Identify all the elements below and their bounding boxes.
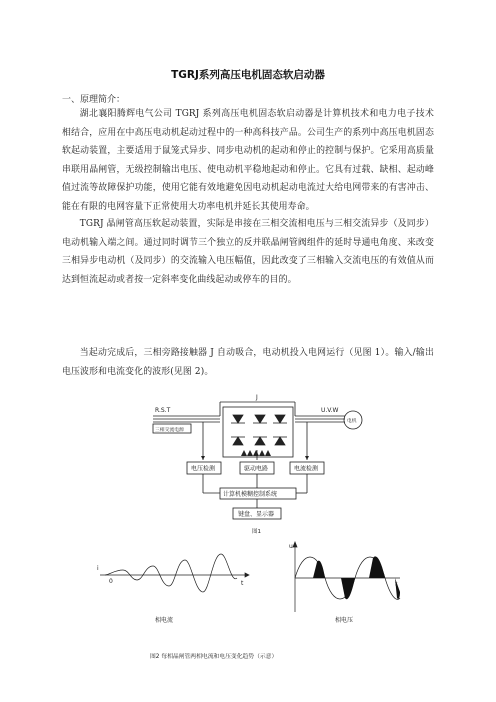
axis-label-i: i	[97, 565, 99, 572]
label-phase-voltage: 相电压	[335, 617, 354, 624]
axis-label-o: 0	[109, 578, 113, 585]
box-controller: 计算机模糊控制系统	[223, 491, 278, 498]
axis-label-t-right: t	[395, 581, 398, 588]
figure-1-circuit-diagram	[145, 390, 370, 540]
label-rst: R.S.T	[155, 407, 171, 414]
figure-2-caption: 图2 每相晶闸管两相电流和电压变化趋势（示意）	[150, 654, 278, 660]
paragraph-3: 当起动完成后，三相旁路接触器 J 自动吸合，电动机投入电网运行（见图 1）。输入/输出电压波形和电流变化的波形(见图 2)。	[62, 348, 434, 377]
label-source: 三相交流电源	[155, 428, 184, 433]
label-phase-current: 相电流	[155, 617, 174, 624]
label-motor: 电机	[347, 419, 357, 424]
box-keyboard: 键盘、显示器	[238, 511, 275, 518]
document-title: TGRJ系列高压电机固态软启动器	[171, 69, 325, 81]
figure-2-waveforms	[95, 540, 405, 645]
label-j: J	[256, 394, 258, 401]
section-heading: 一、原理简介：	[62, 95, 126, 105]
paragraph-2: TGRJ 晶闸管高压软起动装置，实际是串接在三相交流相电压与三相交流异步（及同步）电动机输入端之间。通过同时调节三个独立的反并联晶闸管阀组件的延时导通电角度、来改变三相异步电动机（及同步）的交流输入电压幅值，因此改变了三相输入交流电压的有效值从而达到恒流起动或者按一定斜率变化曲线起动或停车的目的。	[62, 219, 434, 285]
paragraph-1: 湖北襄阳腾辉电气公司 TGRJ 系列高压电机固态软启动器是计算机技术和电力电子技术相结合，应用在中高压电动机起动过程中的一种高科技产品。公司生产的系列中高压电机固态软起动装置，主要适用于鼠笼式异步、同步电动机的起动和停止的控制与保护。它采用高质量串联用晶闸管，无级控制输出电压、使电动机平稳地起动和停止。它具有过载、缺相、起动峰值过流等故障保护功能，使用它能有效地避免因电动机起动电流过大给电网带来的有害冲击、能在有限的电网容量下正常使用大功率电机并延长其使用寿命。	[62, 109, 434, 212]
box-trigger: 驱动电路	[244, 465, 269, 473]
box-current-detect: 电流检测	[294, 465, 319, 473]
label-uvw: U.V.W	[321, 407, 339, 414]
figure-1-caption: 图1	[252, 529, 261, 535]
axis-label-u: u	[289, 543, 293, 550]
axis-label-t-left: t	[241, 580, 244, 587]
box-voltage-detect: 电压检测	[191, 465, 216, 473]
